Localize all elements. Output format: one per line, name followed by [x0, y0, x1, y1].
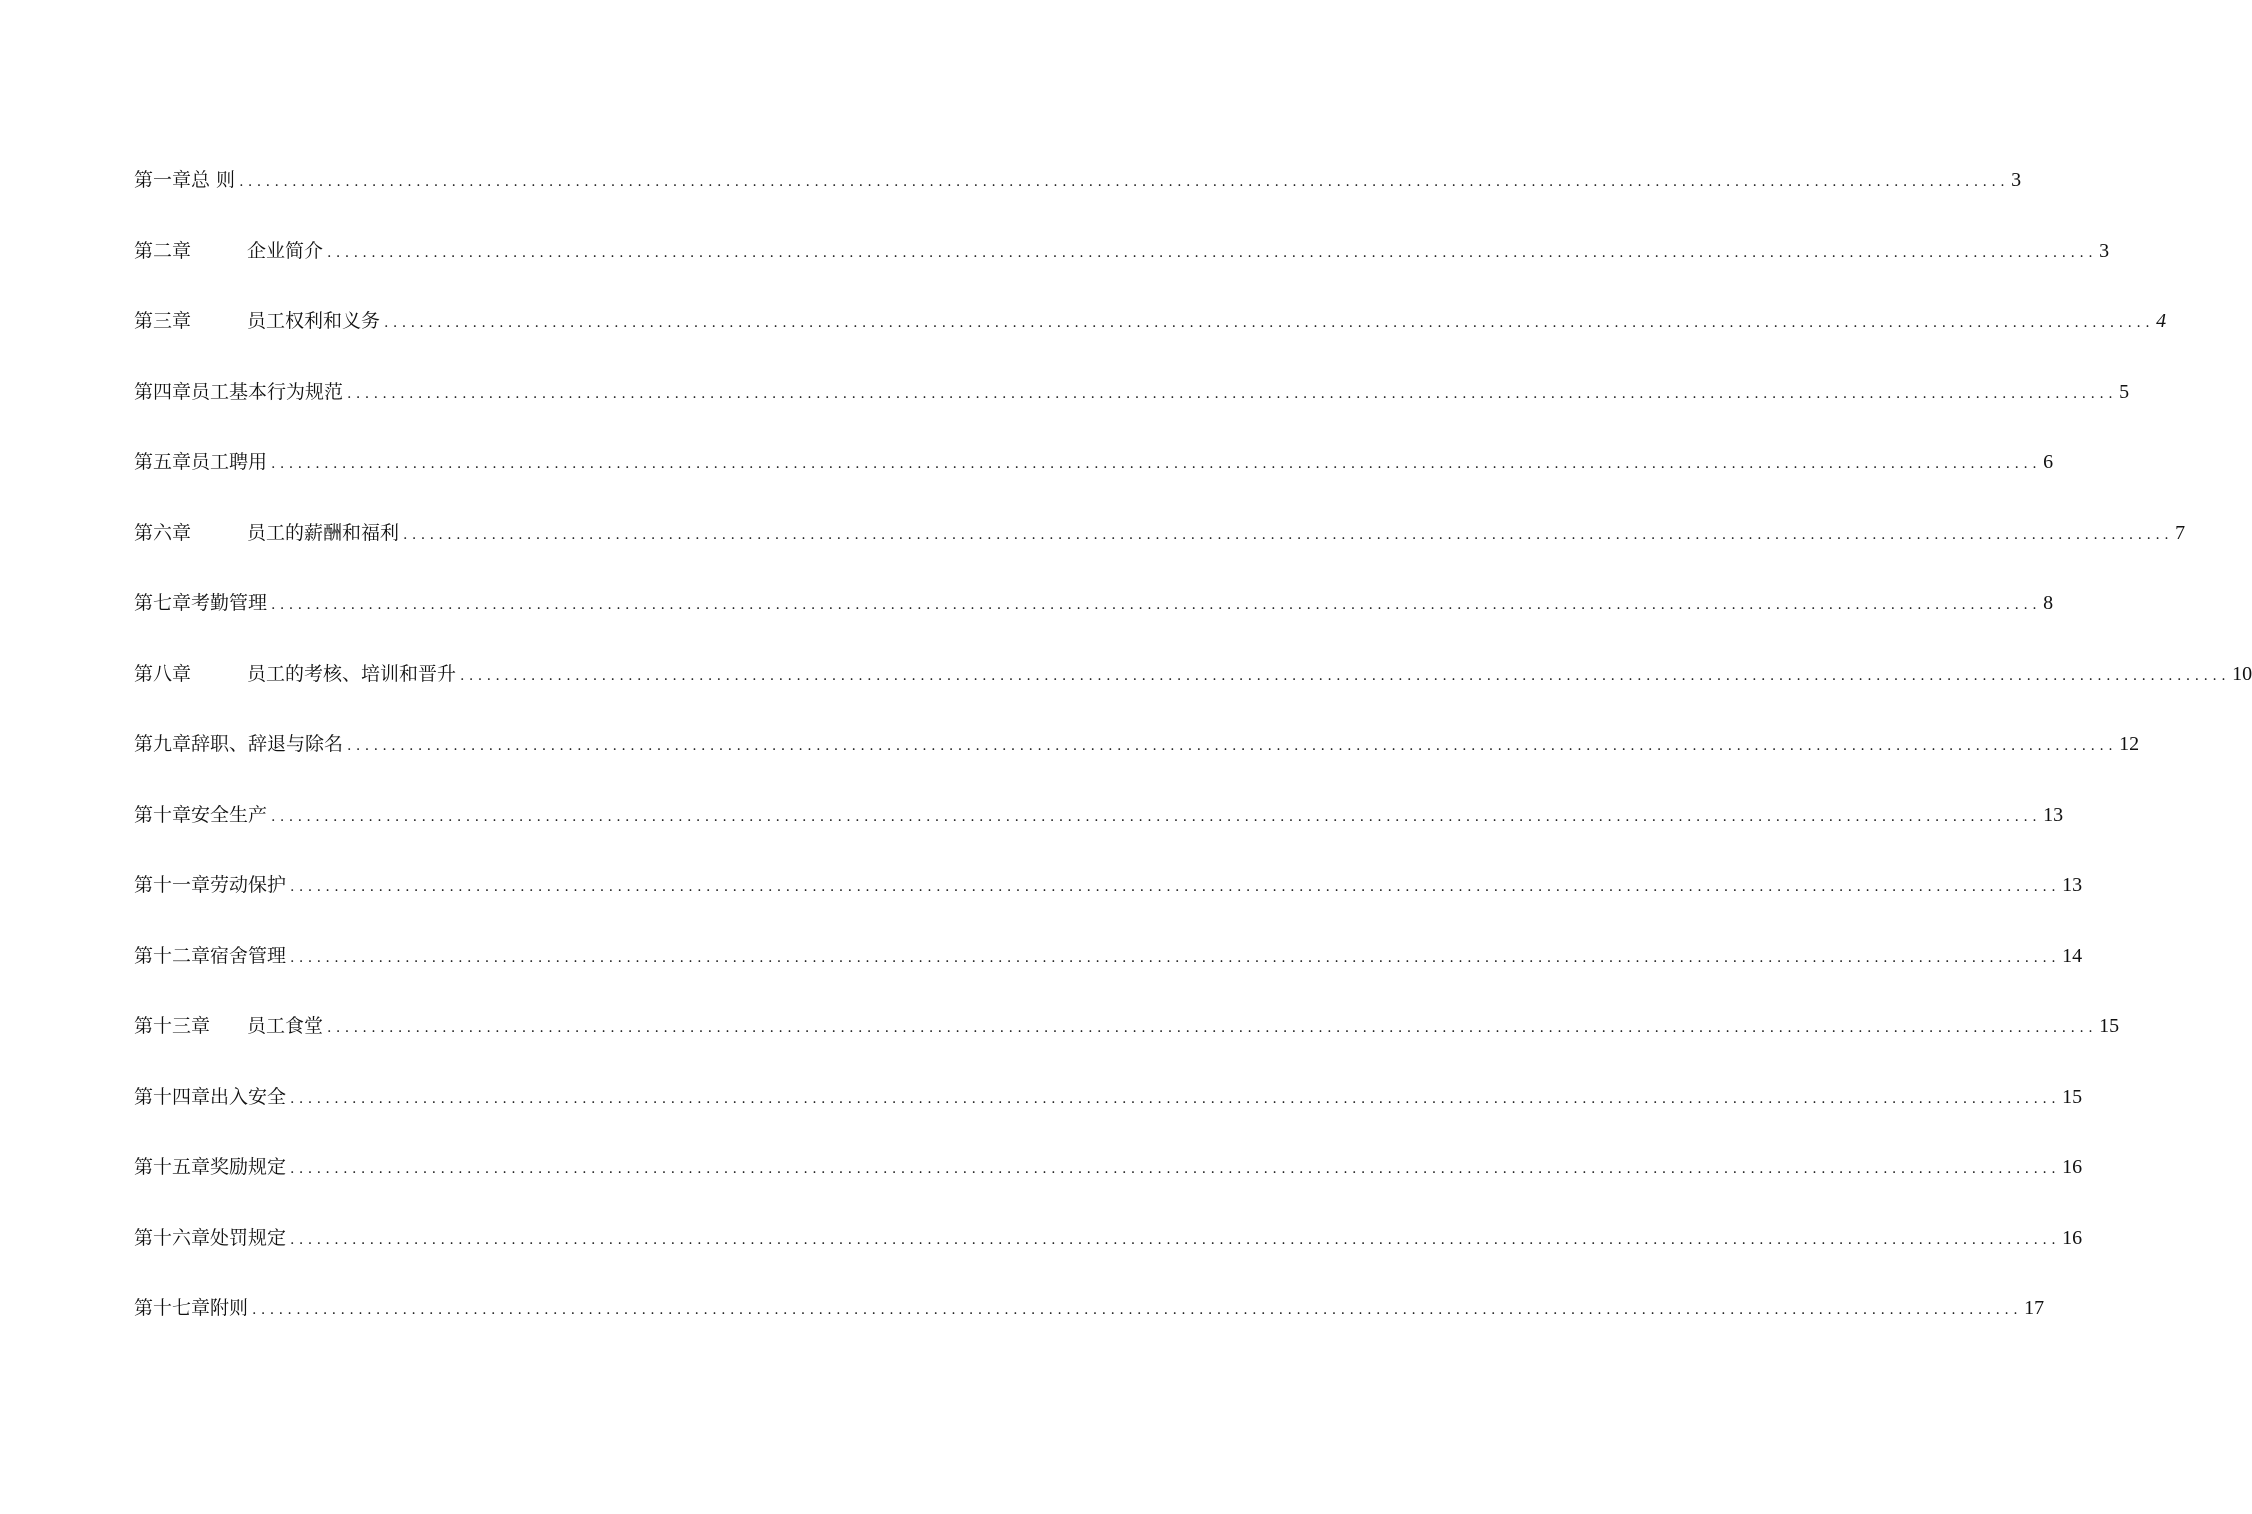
chapter-title: 总 则	[191, 169, 236, 191]
chapter-title: 员工食堂	[247, 1015, 324, 1037]
chapter-number: 第十三章	[134, 1015, 211, 1037]
chapter-title: 员工基本行为规范	[191, 380, 344, 403]
page-number: 10	[2232, 662, 2252, 685]
page-number: 17	[2024, 1297, 2045, 1319]
dot-leader: ........................................................................................................................................................................................................	[271, 597, 2042, 613]
dot-leader: ........................................................................................................................................................................................................	[290, 879, 2061, 895]
chapter-title: 宿舍管理	[210, 944, 287, 967]
chapter-number: 第四章	[134, 380, 192, 403]
toc-entry[interactable]	[134, 583, 2054, 654]
dot-leader: ........................................................................................................................................................................................................	[290, 949, 2061, 966]
chapter-title: 辞职、辞退与除名	[191, 733, 344, 755]
toc-entry[interactable]	[134, 1077, 2083, 1148]
dot-leader: ........................................................................................................................................................................................................	[384, 315, 2155, 331]
table-of-contents	[134, 160, 2252, 1359]
dot-leader: ........................................................................................................................................................................................................	[290, 1161, 2061, 1177]
dot-leader: ........................................................................................................................................................................................................	[239, 174, 2010, 190]
toc-entry[interactable]	[134, 1147, 2083, 1218]
toc-entry[interactable]	[134, 936, 2083, 1007]
toc-entry[interactable]	[134, 1006, 2120, 1077]
dot-leader: ........................................................................................................................................................................................................	[252, 1302, 2023, 1318]
page-number: 7	[2175, 521, 2186, 544]
chapter-number: 第十五章	[134, 1156, 211, 1178]
page-number: 15	[2062, 1085, 2083, 1108]
dot-leader: ........................................................................................................................................................................................................	[403, 526, 2174, 543]
chapter-title: 员工权利和义务	[247, 310, 381, 332]
chapter-number: 第三章	[134, 310, 192, 332]
chapter-number: 第十七章	[134, 1297, 211, 1319]
page-number: 13	[2062, 874, 2083, 896]
chapter-number: 第一章	[134, 169, 192, 191]
chapter-number: 第八章	[134, 662, 192, 685]
page-number: 6	[2043, 451, 2054, 473]
chapter-number: 第七章	[134, 592, 192, 614]
toc-entry[interactable]	[134, 231, 2110, 302]
dot-leader: ........................................................................................................................................................................................................	[290, 1231, 2061, 1248]
chapter-title: 奖励规定	[210, 1156, 287, 1178]
dot-leader: ........................................................................................................................................................................................................	[347, 385, 2118, 402]
page-number: 13	[2043, 803, 2064, 826]
chapter-number: 第十一章	[134, 874, 211, 896]
toc-entry[interactable]	[134, 1218, 2083, 1289]
chapter-number: 第十二章	[134, 944, 211, 967]
chapter-title: 企业简介	[247, 239, 324, 262]
toc-entry[interactable]	[134, 654, 2252, 725]
chapter-number: 第五章	[134, 451, 192, 473]
page-number: 4	[2156, 310, 2167, 332]
chapter-number: 第十六章	[134, 1226, 211, 1249]
page-number: 16	[2062, 1156, 2083, 1178]
chapter-title: 考勤管理	[191, 592, 268, 614]
toc-entry[interactable]	[134, 724, 2140, 795]
page-number: 12	[2119, 733, 2140, 755]
toc-entry[interactable]	[134, 1288, 2045, 1359]
toc-entry[interactable]	[134, 301, 2167, 372]
dot-leader: ........................................................................................................................................................................................................	[327, 1020, 2098, 1036]
chapter-title: 安全生产	[191, 803, 268, 826]
chapter-title: 处罚规定	[210, 1226, 287, 1249]
dot-leader: ........................................................................................................................................................................................................	[290, 1090, 2061, 1107]
page-number: 16	[2062, 1226, 2083, 1249]
toc-entry[interactable]	[134, 372, 2130, 443]
toc-entry[interactable]	[134, 442, 2054, 513]
dot-leader: ........................................................................................................................................................................................................	[327, 244, 2098, 261]
page-number: 8	[2043, 592, 2054, 614]
toc-entry[interactable]	[134, 513, 2186, 584]
toc-entry[interactable]	[134, 795, 2064, 866]
chapter-number: 第十章	[134, 803, 192, 826]
dot-leader: ........................................................................................................................................................................................................	[271, 456, 2042, 472]
chapter-title: 员工的考核、培训和晋升	[247, 662, 457, 685]
chapter-title: 出入安全	[210, 1085, 287, 1108]
toc-entry[interactable]	[134, 160, 2022, 231]
page-number: 5	[2119, 380, 2130, 403]
chapter-number: 第六章	[134, 521, 192, 544]
page-number: 3	[2099, 239, 2110, 262]
chapter-number: 第二章	[134, 239, 192, 262]
chapter-title: 员工的薪酬和福利	[247, 521, 400, 544]
chapter-number: 第九章	[134, 733, 192, 755]
toc-entry[interactable]	[134, 865, 2083, 936]
chapter-title: 员工聘用	[191, 451, 268, 473]
chapter-title: 附则	[210, 1297, 249, 1319]
dot-leader: ........................................................................................................................................................................................................	[271, 808, 2042, 825]
page-number: 14	[2062, 944, 2083, 967]
dot-leader: ........................................................................................................................................................................................................	[347, 738, 2118, 754]
page-number: 15	[2099, 1015, 2120, 1037]
chapter-number: 第十四章	[134, 1085, 211, 1108]
dot-leader: ........................................................................................................................................................................................................	[460, 667, 2231, 684]
chapter-title: 劳动保护	[210, 874, 287, 896]
page-number: 3	[2011, 169, 2022, 191]
